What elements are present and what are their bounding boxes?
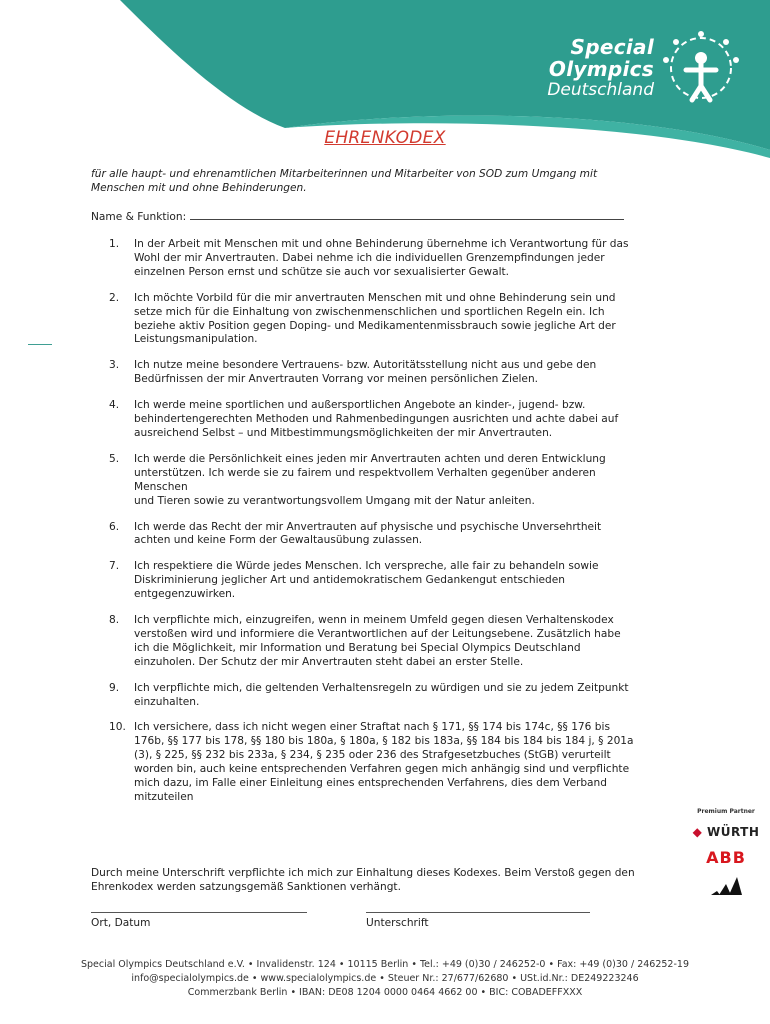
footer xyxy=(0,958,770,999)
code-item xyxy=(109,560,639,602)
code-item-text: Ich werde das Recht der mir Anvertrauten auf physische und psychische Unversehrtheit achten und keine Form der Gewaltausübung zulassen. xyxy=(134,520,602,547)
place-date-label: Ort, Datum xyxy=(91,917,151,929)
signature-field[interactable] xyxy=(366,912,590,929)
footer-address: Special Olympics Deutschland e.V. • Invalidenstr. 124 • 10115 Berlin • Tel.: +49 (0)30 / 246252-0 • Fax: +49 (0)30 / 246252-19 xyxy=(81,959,689,970)
code-item-number: 1. xyxy=(109,238,120,250)
olympics-figure-icon xyxy=(656,28,746,112)
code-item xyxy=(109,521,639,549)
signature-line[interactable] xyxy=(366,912,590,913)
adidas-stripes-icon xyxy=(709,875,743,895)
code-item-text: Ich werde die Persönlichkeit eines jeden mir Anvertrauten achten und deren Entwicklung unterstützen. Ich werde sie zu fairem und respektvollem Verhalten gegenüber anderen Menschen und Tieren sowie zu verantwortungsvollem Umgang mit der Natur anleiten. xyxy=(134,452,606,507)
code-item-number: 9. xyxy=(109,681,120,694)
closing-statement: Durch meine Unterschrift verpflichte ich mich zur Einhaltung dieses Kodexes. Beim Verstoß gegen den Ehrenkodex werden satzungsgemäß Sanktionen verhängt. xyxy=(91,867,635,893)
code-item xyxy=(109,614,639,670)
code-item xyxy=(109,292,639,348)
code-item xyxy=(109,238,639,280)
code-item-text: Ich respektiere die Würde jedes Menschen. Ich verspreche, alle fair zu behandeln sowie Diskriminierung jeglicher Art und antidemokratischem Gedankengut entschieden entgegenzuwirken. xyxy=(134,560,599,601)
code-item-number: 6. xyxy=(109,520,120,533)
code-item-number: 8. xyxy=(109,614,120,627)
abb-logo: ABB xyxy=(706,848,746,867)
code-item-number: 7. xyxy=(109,560,120,573)
intro-text: für alle haupt- und ehrenamtlichen Mitarbeiterinnen und Mitarbeiter von SOD zum Umgang mit Menschen mit und ohne Behinderungen. xyxy=(91,168,598,194)
code-item-number: 3. xyxy=(109,359,120,372)
footer-bank: Commerzbank Berlin • IBAN: DE08 1204 0000 0464 4662 00 • BIC: COBADEFFXXX xyxy=(187,986,583,998)
name-function-blank[interactable] xyxy=(190,209,624,220)
premium-partners xyxy=(688,808,764,899)
code-item-text: Ich versichere, dass ich nicht wegen einer Straftat nach § 171, §§ 174 bis 174c, §§ 176 bis 176b, §§ 177 bis 178, §§ 180 bis 180a, § 180a, § 182 bis 183a, §§ 184 bis 184 bis 184 j, § 201a (3), § 225, §§ 232 bis 233a, § 234, § 235 oder 236 des Strafgesetzbuches (StGB) verurteilt worden bin, auch keine entsprechenden Verfahren gegen mich anhängig sind und verpflichte mich dazu, im Falle einer Einleitung eines entsprechenden Verfahrens, dies dem Verband mitzuteilen xyxy=(134,721,634,803)
wurth-logo-text: WÜRTH xyxy=(707,825,760,839)
code-items-list xyxy=(109,238,639,805)
code-item xyxy=(109,359,639,387)
premium-partner-title: Premium Partner xyxy=(697,808,755,815)
code-item xyxy=(109,399,639,441)
code-item-number: 4. xyxy=(109,399,120,412)
logo-line-special: Special xyxy=(570,35,654,59)
document-title: EHRENKODEX xyxy=(324,128,446,148)
name-function-label: Name & Funktion: xyxy=(91,211,187,223)
code-item-text: Ich möchte Vorbild für die mir anvertrauten Menschen mit und ohne Behinderung sein und setze mich für die Einhaltung von zwischenmenschlichen und sportlichen Regeln ein. Ich beziehe aktiv Position gegen Doping- und Medikamentenmissbrauch sowie jegliche Art der Leistungsmanipulation. xyxy=(134,291,616,346)
wurth-mark-icon: ◆ xyxy=(692,825,703,839)
code-item xyxy=(109,682,639,710)
special-olympics-logo xyxy=(512,28,752,118)
signature-label: Unterschrift xyxy=(366,917,429,929)
code-item-text: Ich verpflichte mich, die geltenden Verhaltensregeln zu würdigen und sie zu jedem Zeitpunkt einzuhalten. xyxy=(134,681,629,708)
code-item-text: In der Arbeit mit Menschen mit und ohne Behinderung übernehme ich Verantwortung für das Wohl der mir Anvertrauten. Dabei nehme ich die individuellen Grenzempfindungen jeder einzelnen Person ernst und schütze sie auch vor sexualisierter Gewalt. xyxy=(134,238,629,278)
place-date-line[interactable] xyxy=(91,912,307,913)
code-item-number: 2. xyxy=(109,291,120,304)
code-item-number: 10. xyxy=(109,721,126,734)
code-item-text: Ich verpflichte mich, einzugreifen, wenn in meinem Umfeld gegen diesen Verhaltenskodex verstoßen wird und informiere die Verantwortlichen auf der Leitungsebene. Zusätzlich habe ich die Möglichkeit, mir Information und Beratung bei Special Olympics Deutschland einzuholen. Der Schutz der mir Anvertrauten steht dabei an erster Stelle. xyxy=(134,614,621,668)
name-function-field[interactable] xyxy=(91,209,636,223)
logo-line-deutschland: Deutschland xyxy=(547,80,654,100)
code-item xyxy=(109,453,639,509)
adidas-logo xyxy=(688,875,764,899)
footer-contact: info@specialolympics.de • www.specialolympics.de • Steuer Nr.: 27/677/62680 • USt.id.Nr.: DE249223246 xyxy=(131,972,639,984)
code-item-number: 5. xyxy=(109,452,120,465)
code-item-text: Ich nutze meine besondere Vertrauens- bzw. Autoritätsstellung nicht aus und gebe den Bedürfnissen der mir Anvertrauten Vorrang vor meinen persönlichen Zielen. xyxy=(134,359,597,386)
code-item xyxy=(109,721,639,804)
signature-place-date[interactable] xyxy=(91,912,307,929)
wurth-logo xyxy=(688,825,764,839)
margin-mark xyxy=(28,344,52,345)
code-item-text: Ich werde meine sportlichen und außersportlichen Angebote an kinder-, jugend- bzw. behindertengerechten Methoden und Rahmenbedingungen ausrichten und achte dabei auf ausreichend Selbst – und Mitbestimmungsmöglichkeiten der mir Anvertrauten. xyxy=(134,399,619,439)
logo-line-olympics: Olympics xyxy=(548,57,654,81)
